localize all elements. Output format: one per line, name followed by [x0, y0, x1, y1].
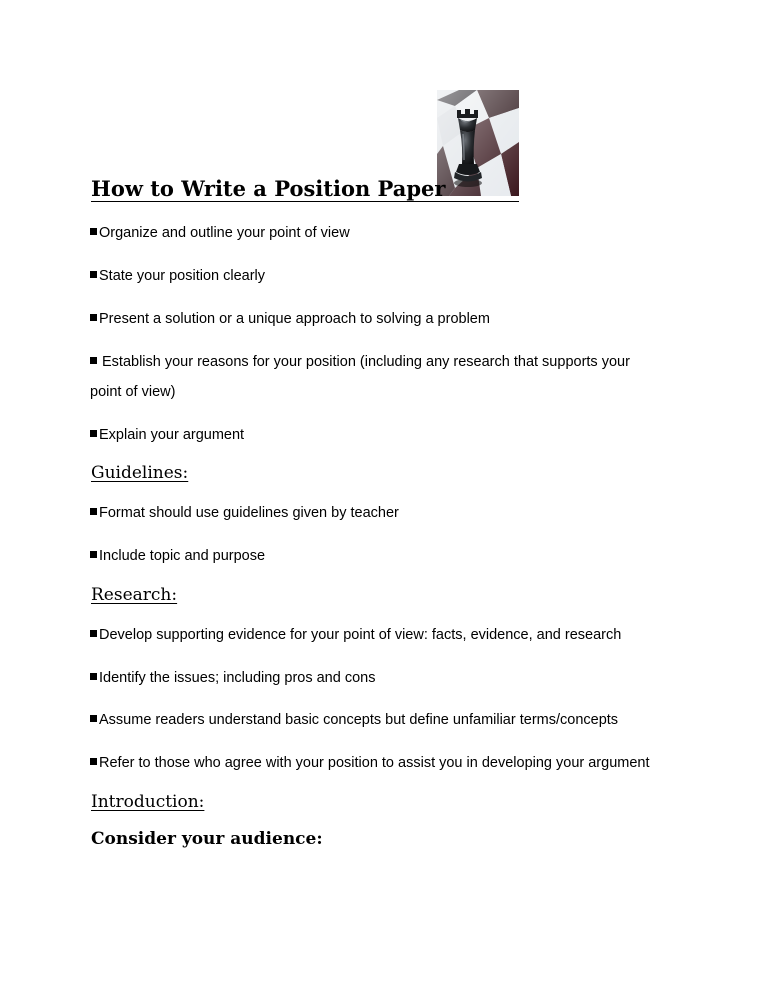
list-item-text: Format should use guidelines given by teacher — [99, 505, 399, 521]
list-item — [90, 711, 618, 729]
list-item — [90, 426, 244, 444]
page-title-text: How to Write a Position Paper — [91, 176, 446, 201]
list-item-text: Establish your reasons for your position (including any research that supports your — [102, 354, 630, 370]
list-item-text: Develop supporting evidence for your point of view: facts, evidence, and research — [99, 627, 622, 643]
list-item-continuation: point of view) — [90, 384, 176, 400]
square-bullet-icon — [90, 673, 97, 680]
list-item-text: State your position clearly — [99, 268, 266, 284]
square-bullet-icon — [90, 271, 97, 278]
square-bullet-icon — [90, 715, 97, 722]
list-item-text: Present a solution or a unique approach to solving a problem — [99, 311, 490, 327]
introduction-heading: Introduction: — [91, 792, 205, 812]
square-bullet-icon — [90, 551, 97, 558]
list-item — [90, 626, 621, 644]
list-item-text: Assume readers understand basic concepts but define unfamiliar terms/concepts — [99, 712, 619, 728]
list-item-text: Refer to those who agree with your position to assist you in developing your argument — [99, 755, 650, 771]
list-item — [90, 267, 265, 285]
list-item-text: Identify the issues; including pros and cons — [99, 670, 376, 686]
list-item — [90, 547, 265, 565]
list-item — [90, 310, 490, 328]
list-item — [90, 754, 650, 772]
list-item-text: Explain your argument — [99, 427, 245, 443]
square-bullet-icon — [90, 228, 97, 235]
research-heading: Research: — [91, 585, 178, 605]
list-item — [90, 353, 630, 371]
page-title — [91, 177, 519, 202]
list-item — [90, 224, 350, 242]
list-item-text: Include topic and purpose — [99, 548, 266, 564]
consider-audience-subheading: Consider your audience: — [91, 829, 323, 849]
list-item-text: Organize and outline your point of view — [99, 225, 350, 241]
square-bullet-icon — [90, 508, 97, 515]
square-bullet-icon — [90, 357, 97, 364]
list-item — [90, 669, 375, 687]
square-bullet-icon — [90, 314, 97, 321]
list-item — [90, 504, 399, 522]
square-bullet-icon — [90, 430, 97, 437]
square-bullet-icon — [90, 758, 97, 765]
title-row — [91, 90, 519, 202]
square-bullet-icon — [90, 630, 97, 637]
guidelines-heading: Guidelines: — [91, 463, 189, 483]
